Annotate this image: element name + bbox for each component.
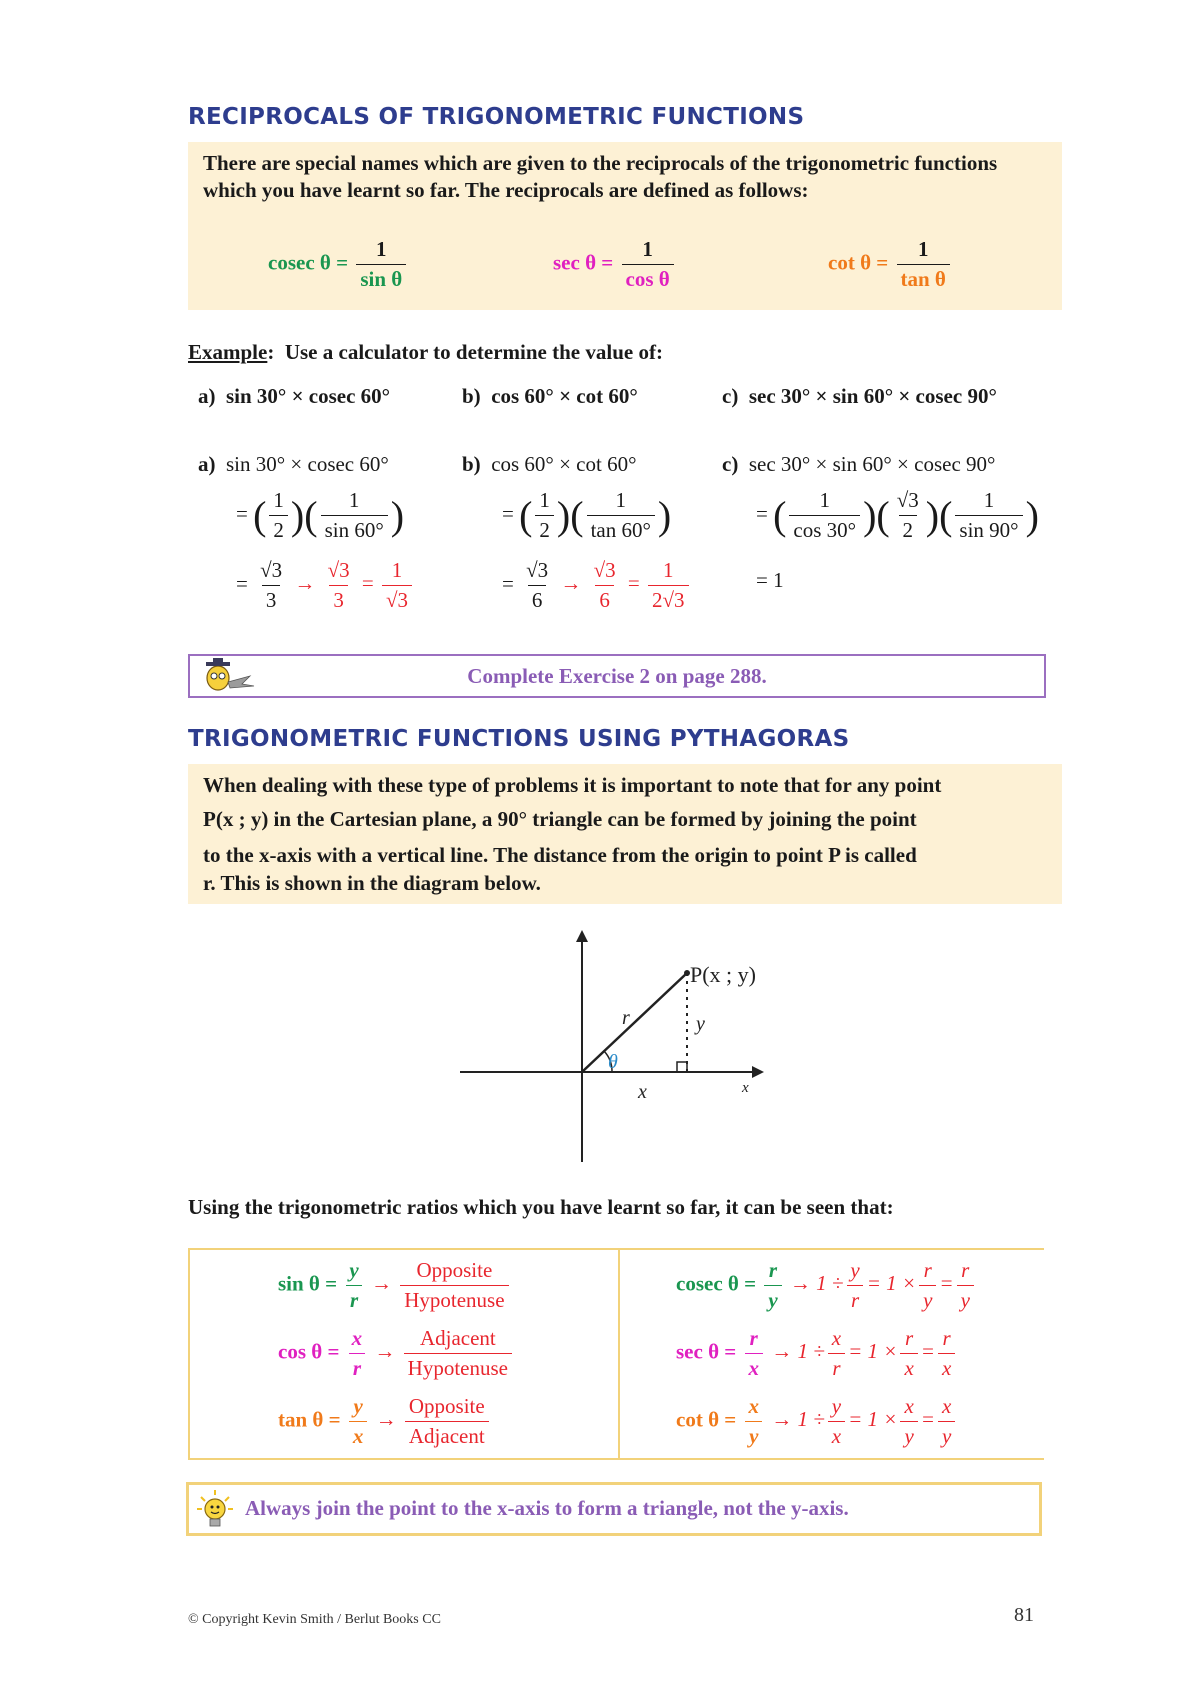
y-axis-arrow — [576, 930, 588, 942]
theta-label: θ — [608, 1051, 618, 1073]
point-label: P(x ; y) — [690, 962, 756, 987]
x-length-label: x — [638, 1081, 647, 1103]
section-title-reciprocals: RECIPROCALS OF TRIGONOMETRIC FUNCTIONS — [188, 104, 805, 130]
section-title-pythagoras: TRIGONOMETRIC FUNCTIONS USING PYTHAGORAS — [188, 726, 850, 752]
cartesian-diagram — [460, 930, 780, 1170]
pythagoras-intro-box — [188, 764, 1062, 904]
solution-b-result: = $\frac{√3}{6}$ → $\frac{√3}{6}$ = $\frac{1}{2√3}$ — [502, 558, 692, 613]
solution-c-step1: = ( $\frac{1}{\cos 30^\circ}$ )( $\frac{√3}{2}$ )( $\frac{1}{\sin 90^\circ}$ ) — [756, 488, 1039, 542]
lightbulb-icon — [195, 1489, 235, 1529]
solution-c-result: = 1 — [756, 568, 784, 592]
intro-line-4: r. This is shown in the diagram below. — [203, 871, 541, 895]
intro-line-2: P(x ; y) in the Cartesian plane, a 90° triangle can be formed by joining the point — [203, 807, 917, 831]
solution-a-step1: = ( $\frac{1}{2}$ )( $\frac{1}{\sin 60^\circ}$ ) — [236, 488, 405, 542]
page-number: 81 — [1014, 1604, 1034, 1626]
sec-definition: sec θ = $\frac{1}{\text{cos θ}}$ — [553, 237, 677, 292]
tan-ratio: tan θ = $\frac{y}{x}$ → $\frac{\text{Opposite}}{\text{Adjacent}}$ — [278, 1394, 492, 1449]
solution-b-step1: = ( $\frac{1}{2}$ )( $\frac{1}{\tan 60^\circ}$ ) — [502, 488, 672, 542]
intro-text: There are special names which are given to the reciprocals of the trigonometric functions which you have learnt so far. The reciprocals are defined as follows: — [203, 151, 998, 202]
intro-line-1: When dealing with these type of problems it is important to note that for any point — [203, 773, 942, 797]
definition-box — [188, 142, 1062, 310]
sec-ratio: sec θ = $\frac{r}{x}$ → 1 ÷ $\frac{x}{r}$ = 1 × $\frac{r}{x}$ = $\frac{r}{x}$ — [676, 1326, 958, 1381]
tip-text: Always join the point to the x-axis to form a triangle, not the y-axis. — [245, 1496, 849, 1520]
ratios-table — [188, 1248, 1044, 1460]
cosec-definition: cosec θ = $\frac{1}{\text{sin θ}}$ — [268, 237, 409, 292]
cos-ratio: cos θ = $\frac{x}{r}$ → $\frac{\text{Adjacent}}{\text{Hypotenuse}}$ — [278, 1326, 515, 1381]
sin-ratio: sin θ = $\frac{y}{r}$ → $\frac{\text{Opposite}}{\text{Hypotenuse}}$ — [278, 1258, 512, 1313]
solution-b-head: b) cos 60° × cot 60° — [462, 452, 637, 476]
x-axis-arrow — [752, 1066, 764, 1078]
table-divider — [618, 1250, 620, 1458]
exercise-note-text: Complete Exercise 2 on page 288. — [467, 664, 767, 688]
tip-box — [186, 1482, 1042, 1536]
example-part-b: b) cos 60° × cot 60° — [462, 384, 638, 408]
solution-a-head: a) sin 30° × cosec 60° — [198, 452, 389, 476]
example-part-c: c) sec 30° × sin 60° × cosec 90° — [722, 384, 997, 408]
intro-line-3: to the x-axis with a vertical line. The distance from the origin to point P is called — [203, 843, 917, 867]
cosec-ratio: cosec θ = $\frac{r}{y}$ → 1 ÷ $\frac{y}{r}$ = 1 × $\frac{r}{y}$ = $\frac{r}{y}$ — [676, 1258, 977, 1313]
example-part-a: a) sin 30° × cosec 60° — [198, 384, 391, 408]
r-label: r — [622, 1007, 630, 1029]
right-angle-marker — [677, 1062, 687, 1072]
solution-c-head: c) sec 30° × sin 60° × cosec 90° — [722, 452, 996, 476]
cot-ratio: cot θ = $\frac{x}{y}$ → 1 ÷ $\frac{y}{x}$ = 1 × $\frac{x}{y}$ = $\frac{x}{y}$ — [676, 1394, 958, 1449]
ratios-intro: Using the trigonometric ratios which you have learnt so far, it can be seen that: — [188, 1195, 894, 1219]
axis-x-label: x — [742, 1080, 749, 1096]
radius-line — [582, 973, 687, 1072]
exercise-note-box — [188, 654, 1046, 698]
y-length-label: y — [696, 1013, 705, 1035]
solution-a-result: = $\frac{√3}{3}$ → $\frac{√3}{3}$ = $\frac{1}{√3}$ — [236, 558, 415, 613]
copyright: © Copyright Kevin Smith / Berlut Books CC — [188, 1612, 441, 1627]
cot-definition: cot θ = $\frac{1}{\text{tan θ}}$ — [828, 237, 953, 292]
example-line: Example: Use a calculator to determine the value of: — [188, 340, 663, 364]
